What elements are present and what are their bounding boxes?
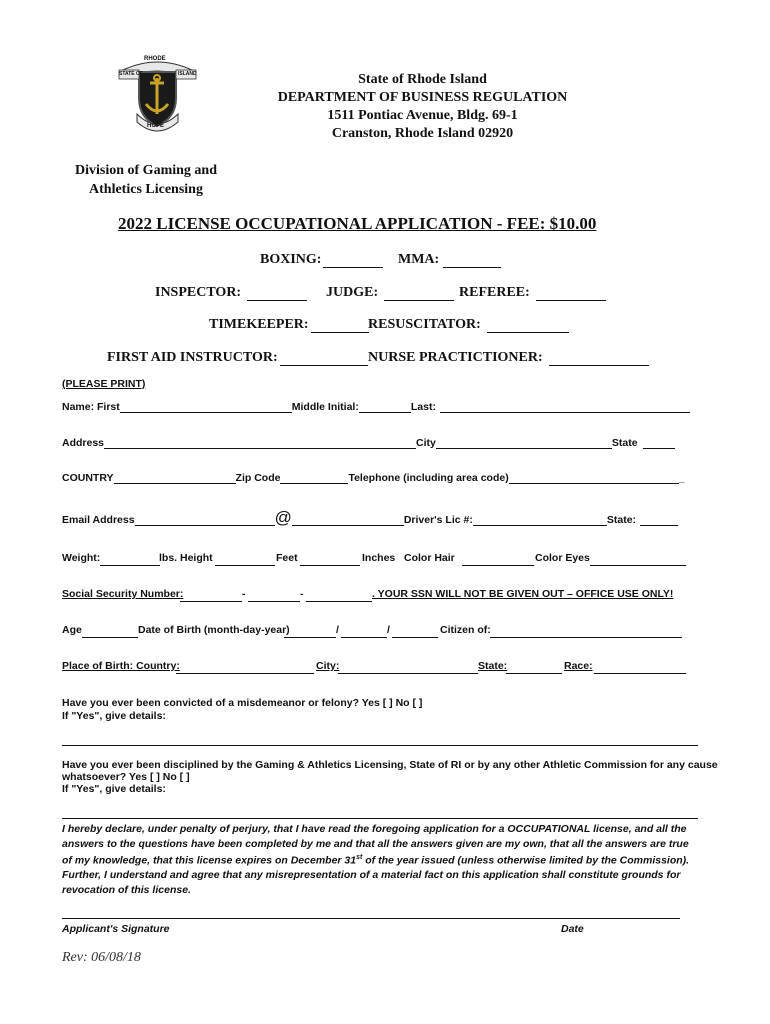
declaration-line-2: answers to the questions have been completed by me and that all the answers given are my own, that all the answers are true [62, 837, 689, 850]
seal-left-text: STATE OF [119, 71, 143, 77]
race-label: Race: [564, 660, 593, 672]
country-input[interactable] [114, 473, 236, 484]
color-hair-input[interactable] [462, 565, 534, 566]
zip-label: Zip Code [235, 472, 281, 484]
country-row [62, 472, 685, 484]
inspector-label: INSPECTOR: [155, 285, 242, 300]
ssn-part-1-input[interactable] [180, 601, 242, 602]
seal-top-text: RHODE [144, 56, 166, 62]
city-input[interactable] [436, 438, 612, 449]
seal-bottom-text: HOPE [147, 123, 165, 129]
declaration [62, 822, 689, 897]
telephone-tail: _ [678, 472, 685, 484]
weight-label: Weight: [62, 552, 101, 564]
birth-city-label: City: [316, 660, 340, 672]
signature-line[interactable] [62, 918, 680, 919]
address-row [62, 437, 677, 449]
birth-city-input[interactable] [338, 673, 478, 674]
resuscitator-label: RESUSCITATOR: [368, 317, 481, 332]
timekeeper-field[interactable] [209, 317, 371, 333]
height-feet-input[interactable] [215, 565, 275, 566]
declaration-line-1: I hereby declare, under penalty of perjury, that I have read the foregoing application for a OCCUPATIONAL license, and all the [62, 823, 687, 835]
dob-label: Date of Birth (month-day-year) [138, 624, 290, 636]
ssn-dash-2: - [300, 588, 304, 600]
first-aid-field[interactable] [107, 350, 370, 366]
email-label: Email Address [62, 514, 135, 526]
first-aid-label: FIRST AID INSTRUCTOR: [107, 350, 278, 365]
color-hair-label: Color Hair [404, 552, 455, 564]
inches-label: Inches [362, 552, 396, 564]
race-input[interactable] [594, 673, 686, 674]
mma-field[interactable] [398, 252, 503, 268]
age-row [62, 624, 687, 640]
address-line-1: 1511 Pontiac Avenue, Bldg. 69-1 [327, 108, 518, 123]
dob-slash-1: / [336, 624, 339, 636]
birth-country-label: Place of Birth: Country: [62, 660, 180, 672]
country-label: COUNTRY [62, 472, 114, 484]
last-name-label: Last: [410, 401, 436, 413]
boxing-label: BOXING: [260, 252, 322, 267]
dob-slash-2: / [387, 624, 390, 636]
nurse-field[interactable] [368, 350, 651, 366]
resuscitator-field[interactable] [368, 317, 571, 333]
citizen-label: Citizen of: [440, 624, 491, 636]
color-eyes-label: Color Eyes [535, 552, 590, 564]
declaration-line-5: revocation of this license. [62, 883, 191, 896]
age-input[interactable] [82, 637, 138, 638]
conviction-question: Have you ever been convicted of a misdemeanor or felony? Yes [ ] No [ ] [62, 697, 423, 709]
zip-input[interactable] [280, 473, 348, 484]
discipline-details-label: If "Yes", give details: [62, 783, 166, 795]
declaration-line-4: Further, I understand and agree that any misrepresentation of a material fact on this application shall constitute grounds for [62, 869, 681, 881]
seal-right-text: ISLAND [178, 71, 197, 77]
nurse-label: NURSE PRACTICTIONER: [368, 350, 543, 365]
telephone-label: Telephone (including area code) [348, 472, 509, 484]
conviction-details-label: If "Yes", give details: [62, 710, 166, 722]
declaration-line-3: of my knowledge, that this license expires on December 31st of the year issued (unless otherwise limited by the Commission). [62, 854, 690, 867]
division-name [62, 161, 230, 199]
ssn-note: . YOUR SSN WILL NOT BE GIVEN OUT – OFFICE USE ONLY! [372, 588, 674, 600]
judge-label: JUDGE: [326, 285, 379, 300]
weight-input[interactable] [100, 565, 160, 566]
ssn-part-2-input[interactable] [248, 601, 300, 602]
feet-label: Feet [276, 552, 298, 564]
city-label: City [416, 437, 436, 449]
address-input[interactable] [104, 438, 416, 449]
state-name: State of Rhode Island [358, 72, 487, 87]
age-label: Age [62, 624, 82, 636]
please-print-note: (PLEASE PRINT) [62, 378, 146, 390]
birth-country-input[interactable] [176, 673, 314, 674]
lbs-height-label: lbs. Height [159, 552, 213, 564]
first-name-label: Name: First [62, 401, 120, 413]
middle-initial-label: Middle Initial: [291, 401, 359, 413]
ssn-label: Social Security Number: [62, 588, 184, 600]
email-user-input[interactable] [135, 515, 275, 526]
name-row [62, 401, 692, 413]
lic-state-input[interactable] [640, 515, 678, 526]
color-eyes-input[interactable] [590, 565, 686, 566]
discipline-details-input[interactable] [62, 818, 698, 819]
ssn-dash-1: - [242, 588, 246, 600]
ssn-part-3-input[interactable] [306, 601, 372, 602]
referee-label: REFEREE: [459, 285, 530, 300]
ordinal-suffix: st [356, 854, 363, 861]
mma-label: MMA: [398, 252, 440, 267]
referee-field[interactable] [459, 285, 608, 301]
birth-state-input[interactable] [506, 673, 562, 674]
physical-row [62, 552, 687, 568]
state-seal [115, 52, 200, 137]
email-domain-input[interactable] [292, 515, 404, 526]
at-sign: @ [274, 508, 292, 527]
discipline-question-line-1: Have you ever been disciplined by the Gaming & Athletics Licensing, State of RI or by any other Athletic Commission for any cause [62, 759, 718, 771]
department-name: DEPARTMENT OF BUSINESS REGULATION [277, 90, 568, 105]
applicant-signature-label: Applicant's Signature [62, 923, 170, 935]
state-input[interactable] [643, 438, 675, 449]
boxing-field[interactable] [260, 252, 385, 268]
dob-month-input[interactable] [284, 637, 336, 638]
telephone-input[interactable] [509, 473, 679, 484]
address-line-2: Cranston, Rhode Island 02920 [331, 126, 514, 141]
birthplace-row [62, 660, 687, 676]
conviction-details-input[interactable] [62, 745, 698, 746]
inspector-field[interactable] [155, 285, 309, 301]
timekeeper-label: TIMEKEEPER: [209, 317, 309, 332]
revision-date: Rev: 06/08/18 [62, 950, 141, 965]
drivers-lic-label: Driver's Lic #: [403, 514, 473, 526]
judge-field[interactable] [326, 285, 456, 301]
email-row [62, 509, 680, 526]
last-name-input[interactable] [440, 402, 690, 413]
division-line-1: Division of Gaming and [75, 163, 217, 178]
birth-state-label: State: [478, 660, 508, 672]
ssn-row [62, 588, 692, 604]
height-inches-input[interactable] [300, 565, 360, 566]
form-title: 2022 LICENSE OCCUPATIONAL APPLICATION - FEE: $10.00 [118, 214, 597, 233]
state-label: State [611, 437, 638, 449]
address-label: Address [62, 437, 105, 449]
middle-initial-input[interactable] [359, 402, 411, 413]
division-line-2: Athletics Licensing [89, 182, 203, 197]
citizen-input[interactable] [490, 637, 682, 638]
discipline-question-line-2: whatsoever? Yes [ ] No [ ] [62, 771, 190, 783]
lic-state-label: State: [606, 514, 637, 526]
agency-header [200, 71, 645, 143]
dob-year-input[interactable] [392, 637, 438, 638]
first-name-input[interactable] [120, 402, 292, 413]
date-label: Date [561, 923, 584, 935]
dob-day-input[interactable] [341, 637, 387, 638]
drivers-lic-input[interactable] [473, 515, 607, 526]
